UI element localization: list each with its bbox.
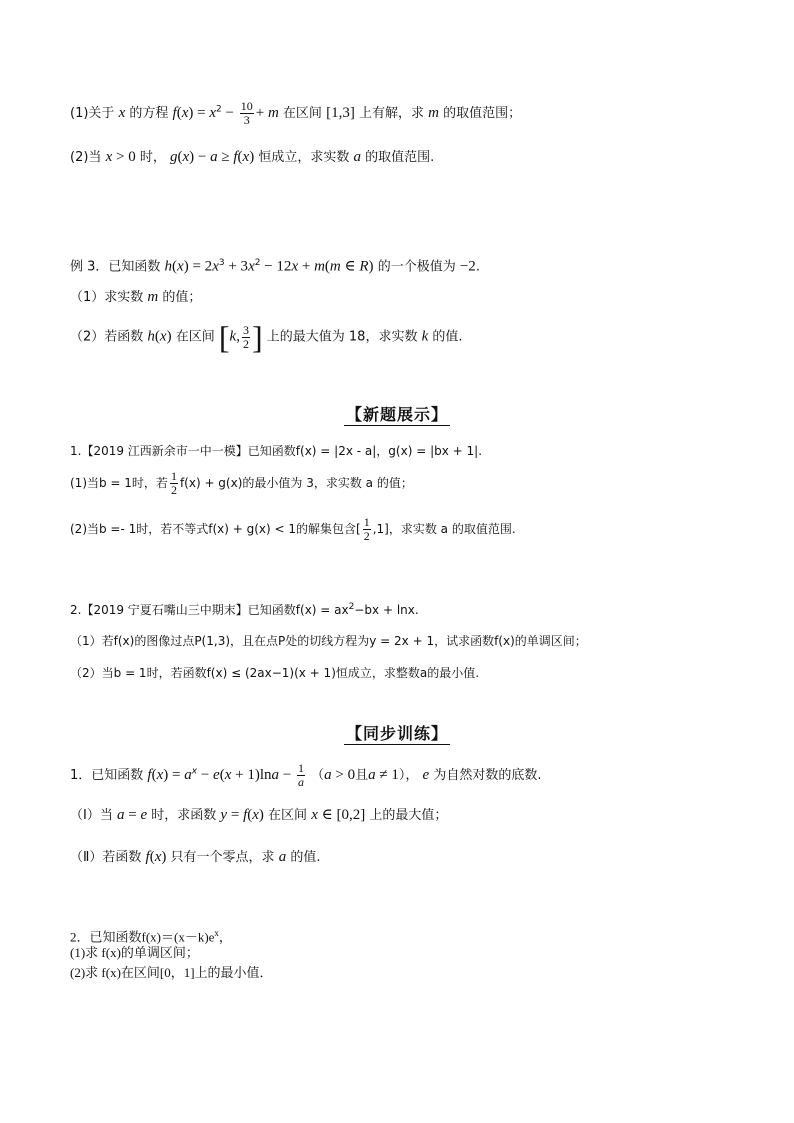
new-problem-1-question-2: (2)当b =- 1时，若不等式f(x) + g(x) < 1的解集包含[ $\frac{1}{2}$ ,1]，求实数 a 的取值范围.	[70, 515, 516, 543]
example-3-question-1: （1）求实数 m 的值；	[70, 289, 202, 305]
new-problem-2-question-2: （2）当b = 1时，若函数f(x) ≤ (2ax−1)(x + 1)恒成立，求整数a的最小值.	[70, 666, 480, 680]
fraction-three-halves: $\frac{3}{2}$	[242, 322, 249, 351]
example-3-statement: 例 3．已知函数 $h(x) = 2x^3 + 3x^2 - 12x + m(m$ ∈ R) 的一个极值为 −2.	[70, 258, 480, 275]
fraction-ten-thirds: $\frac{10}{3}$	[240, 99, 253, 127]
new-problem-2-question-1: （1）若f(x)的图像过点P(1,3)，且在点P处的切线方程为y = 2x + 1，试求函数f(x)的单调区间；	[70, 634, 587, 648]
sync-problem-1-question-1: （Ⅰ）当 a = e 时，求函数 y = f(x) 在区间 x ∈ [0,2] 上的最大值；	[70, 807, 448, 823]
sync-problem-1-statement: 1．已知函数 $f(x) = a^x - e(x + 1)\ln a$ − $\frac{1}{a}$ （a > 0且a ≠ 1）， e 为自然对数的底数.	[70, 761, 542, 789]
section-heading-sync-training: 【同步训练】	[345, 724, 448, 743]
part1-question-2: (2)当 x > 0 时， g(x) − a ≥ f(x) 恒成立，求实数 a 的取值范围.	[70, 149, 435, 165]
sync-problem-2-question-2: (2)求 f(x)在区间[0，1]上的最小值．	[70, 965, 273, 980]
part1-question-1: (1)关于 x 的方程 $f(x) = x^2$ − $\frac{10}{3}$ + m 在区间 [1,3] 上有解，求 m 的取值范围；	[70, 99, 522, 127]
new-problem-1-question-1: (1)当b = 1时，若 $\frac{1}{2}$ f(x) + g(x)的最小值为 3，求实数 a 的值；	[70, 469, 413, 497]
sync-problem-2-statement: 2．已知函数$f(x)=(x-k)e^x$，	[70, 928, 232, 945]
fraction-one-over-a: $\frac{1}{a}$	[297, 761, 304, 789]
section-heading-new-problems: 【新题展示】	[345, 405, 448, 424]
new-problem-1-statement: 1.【2019 江西新余市一中一模】已知函数f(x) = |2x - a|，g(x) = |bx + 1|.	[70, 444, 483, 458]
sync-problem-1-question-2: （Ⅱ）若函数 f(x) 只有一个零点，求 a 的值.	[70, 849, 321, 865]
new-problem-2-statement: 2.【2019 宁夏石嘴山三中期末】已知函数$f(x) = ax^2-bx + \ln x$.	[70, 602, 419, 617]
fraction-one-half: $\frac{1}{2}$	[363, 515, 370, 543]
fraction-one-half: $\frac{1}{2}$	[170, 469, 177, 497]
sync-problem-2-question-1: (1)求 f(x)的单调区间；	[70, 945, 199, 960]
example-3-question-2: （2）若函数 h(x) 在区间 [k, $\frac{3}{2}$ ] 上的最大值为 18，求实数 k 的值.	[70, 319, 463, 355]
